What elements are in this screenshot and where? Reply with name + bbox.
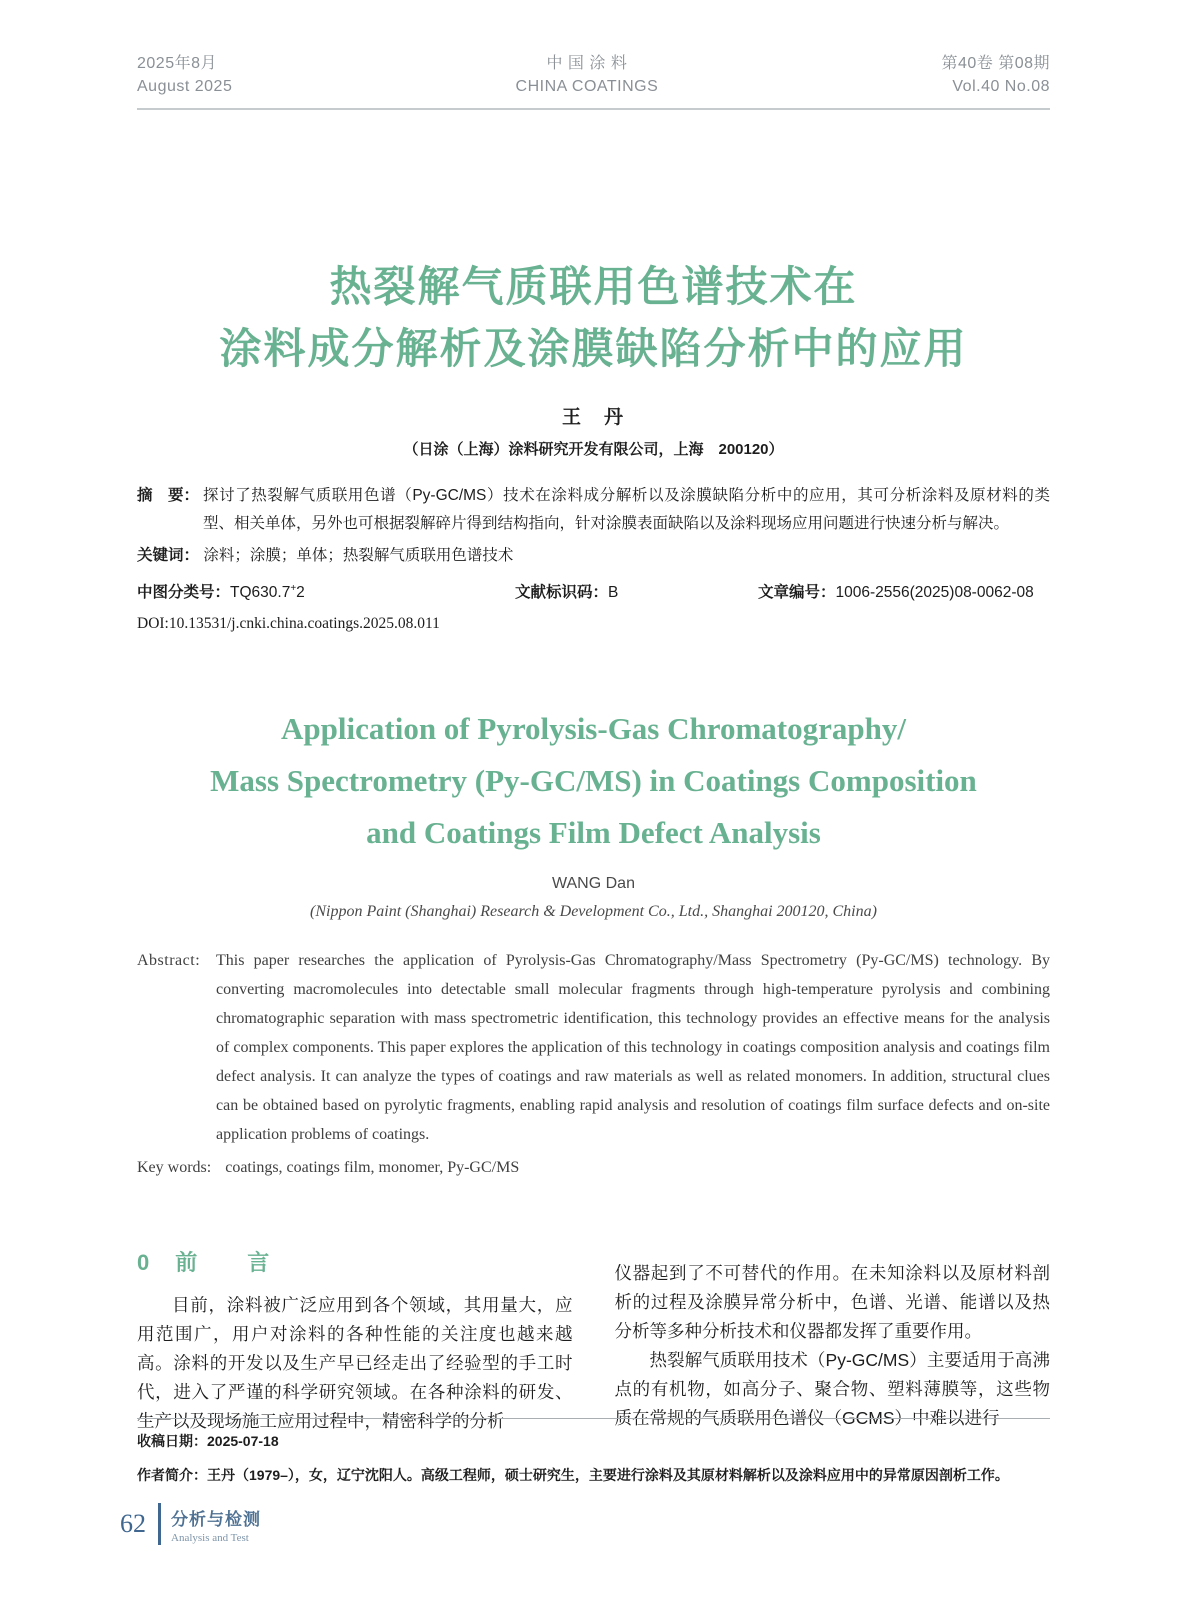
volume-issue-cn: 第40卷 第08期 [941,55,1050,72]
journal-name-cn: 中 国 涂 料 [546,55,628,72]
keywords-en-text: coatings, coatings film, monomer, Py-GC/MS [225,1159,520,1176]
received-date-label: 收稿日期： [137,1433,207,1449]
page-number: 62 [120,1509,146,1538]
body-two-columns [137,1246,1050,1436]
journal-name-en: CHINA COATINGS [515,78,659,95]
keywords-en-label: Key words: [137,1159,212,1176]
section-0-title: 前 言 [175,1250,284,1275]
abstract-en-label: Abstract: [137,952,201,969]
clc-after: 2 [296,584,305,601]
volume-issue-en: Vol.40 No.08 [952,78,1050,95]
first-page-footnote [137,1418,1050,1487]
abstract-cn [137,482,1050,538]
body-paragraph-1: 目前，涂料被广泛应用到各个领域，其用量大，应用范围广，用户对涂料的各种性能的关注度也越来越高。涂料的开发以及生产早已经走出了经验型的手工时代，进入了严谨的科学研究领域。在各种涂料的研发、生产以及现场施工应用过程中，精密科学的分析 [137,1295,573,1431]
document-code-value: B [608,584,619,601]
body-paragraph-1-continued: 仪器起到了不可替代的作用。在未知涂料以及原材料剖析的过程及涂膜异常分析中，色谱、光谱、能谱以及热分析等多种分析技术和仪器都发挥了重要作用。 [614,1263,1050,1341]
article-title-en-line2: Mass Spectrometry (Py-GC/MS) in Coatings Composition [210,763,977,798]
affiliation-en: (Nippon Paint (Shanghai) Research & Development Co., Ltd., Shanghai 200120, China) [310,903,877,920]
abstract-cn-label: 摘 要： [137,487,200,504]
document-code [515,580,758,602]
article-id-label: 文章编号： [758,584,836,601]
abstract-en [137,946,1050,1149]
keywords-cn-label: 关键词： [137,547,200,564]
section-0-number: 0 [137,1250,150,1275]
header-volume-issue [941,52,1050,98]
article-id-value: 1006-2556(2025)08-0062-08 [835,584,1034,601]
article-id [758,580,1034,602]
header-divider [137,108,1050,110]
article-title-en-line3: and Coatings Film Defect Analysis [366,815,821,850]
column-name-en: Analysis and Test [171,1531,249,1544]
affiliation-cn: （日涂（上海）涂料研究开发有限公司，上海 200120） [403,441,784,458]
author-cn: 王 丹 [561,407,625,428]
clc-number [137,580,515,602]
received-date-value: 2025-07-18 [207,1433,279,1449]
document-code-label: 文献标识码： [515,584,609,601]
author-en: WANG Dan [552,875,635,892]
body-paragraph-2: 热裂解气质联用技术（Py-GC/MS）主要适用于高沸点的有机物，如高分子、聚合物、塑料薄膜等，这些物质在常规的气质联用色谱仪（GCMS）中难以进行 [614,1350,1050,1428]
classification-row [137,580,1050,602]
header-journal-name [516,52,659,98]
keywords-cn-text: 涂料；涂膜；单体；热裂解气质联用色谱技术 [203,547,514,564]
clc-label: 中图分类号： [137,584,231,601]
article-title-cn-line1: 热裂解气质联用色谱技术在 [329,263,858,310]
article-title-en [137,703,1050,859]
author-bio-line [137,1463,1050,1487]
section-0-heading [137,1246,573,1277]
abstract-cn-text: 探讨了热裂解气质联用色谱（Py-GC/MS）技术在涂料成分解析以及涂膜缺陷分析中的应用，其可分析涂料及原材料的类型、相关单体，另外也可根据裂解碎片得到结构指向，针对涂膜表面缺陷以及涂料现场应用问题进行快速分析与解决。 [203,487,1050,532]
body-column-right [615,1246,1051,1436]
author-bio-label: 作者简介： [137,1467,207,1483]
footnote-divider [137,1418,1050,1419]
keywords-en [137,1153,1050,1182]
header-issue-date [137,52,232,98]
clc-superscript: + [290,582,297,594]
page-footer [120,1503,261,1545]
column-name [171,1505,261,1544]
article-title-cn [137,256,1050,380]
article-title-en-line1: Application of Pyrolysis-Gas Chromatography/ [281,711,906,746]
doi: DOI:10.13531/j.cnki.china.coatings.2025.08.011 [137,615,440,632]
column-name-cn: 分析与检测 [171,1509,261,1529]
author-bio-text: 王丹（1979–），女，辽宁沈阳人。高级工程师，硕士研究生，主要进行涂料及其原材料解析以及涂料应用中的异常原因剖析工作。 [207,1467,1009,1483]
footer-divider-bar [158,1503,161,1545]
journal-header [137,52,1050,98]
header-date-en: August 2025 [137,78,233,95]
abstract-en-text: This paper researches the application of Pyrolysis-Gas Chromatography/Mass Spectrometry (Py-GC/MS) technology. By converting macromolecules into detectable small molecular fragments through high-temperature pyrolysis and combining chromatographic separation with mass spectrometric identification, this technology provides an effective means for the analysis of complex components. This paper explores the application of this technology in coatings composition analysis and coatings film defect analysis. It can analyze the types of coatings and raw materials as well as related monomers. In addition, structural clues can be obtained based on pyrolytic fragments, enabling rapid analysis and resolution of coatings film surface defects and on-site application problems of coatings. [216,952,1050,1143]
article-title-cn-line2: 涂料成分解析及涂膜缺陷分析中的应用 [219,325,968,372]
received-date-line [137,1429,1050,1453]
keywords-cn [137,543,1050,569]
header-date-cn: 2025年8月 [137,55,217,72]
body-column-left [137,1246,573,1436]
clc-value: TQ630.7 [230,584,291,601]
